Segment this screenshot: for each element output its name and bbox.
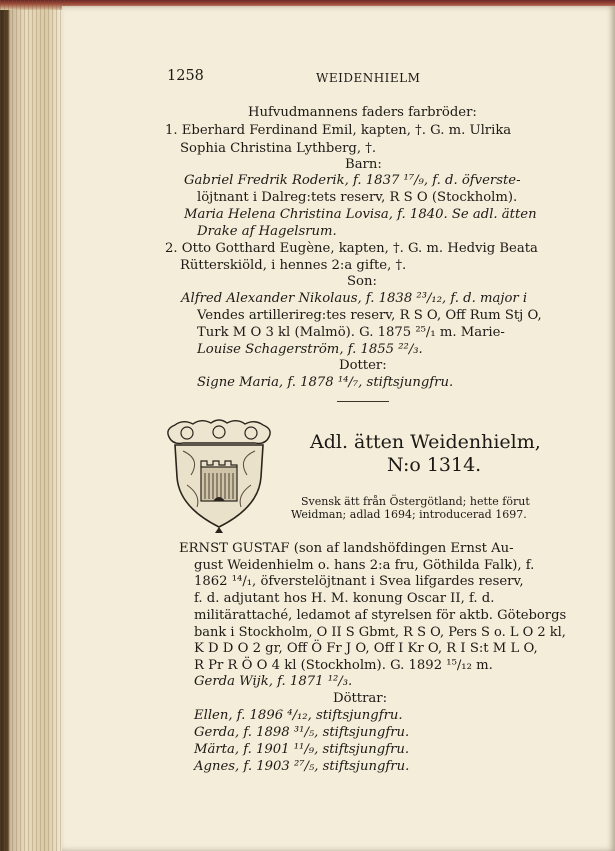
- subheading: Son:: [347, 274, 377, 289]
- family-title: Adl. ätten Weidenhielm,: [310, 431, 541, 453]
- subheading: Barn:: [345, 157, 382, 172]
- page-edges: [0, 0, 70, 851]
- entry-line: 2. Otto Gotthard Eugène, kapten, †. G. m. Hedvig Beata: [165, 241, 538, 256]
- entry-line: militärattaché, ledamot af styrelsen för aktb. Göteborgs: [194, 608, 567, 623]
- entry-line: Signe Maria, f. 1878 ¹⁴/₇, stiftsjungfru.: [197, 375, 454, 390]
- entry-line: f. d. adjutant hos H. M. konung Oscar II, f. d.: [194, 591, 495, 606]
- entry-line: Alfred Alexander Nikolaus, f. 1838 ²³/₁₂, f. d. major i: [181, 291, 528, 306]
- family-origin: Svensk ätt från Östergötland; hette förut: [301, 495, 530, 508]
- daughter-line: Agnes, f. 1903 ²⁷/₅, stiftsjungfru.: [194, 759, 410, 774]
- section-heading: Hufvudmannens faders farbröder:: [248, 105, 477, 120]
- entry-line: löjtnant i Dalreg:tets reserv, R S O (Stockholm).: [197, 190, 518, 205]
- entry-line: 1862 ¹⁴/₁, öfverstelöjtnant i Svea lifgardes reserv,: [194, 574, 524, 589]
- entry-line: Drake af Hagelsrum.: [197, 224, 337, 239]
- daughter-line: Märta, f. 1901 ¹¹/₉, stiftsjungfru.: [194, 742, 410, 757]
- entry-line: Gabriel Fredrik Roderik, f. 1837 ¹⁷/₉, f. d. öfverste-: [184, 173, 521, 188]
- entry-line: Maria Helena Christina Lovisa, f. 1840. Se adl. ätten: [184, 207, 537, 222]
- entry-line: 1. Eberhard Ferdinand Emil, kapten, †. G. m. Ulrika: [165, 123, 512, 138]
- entry-line: Turk M O 3 kl (Malmö). G. 1875 ²⁵/₁ m. Marie-: [197, 325, 505, 340]
- entry-line: Gerda Wijk, f. 1871 ¹²/₃.: [194, 674, 353, 689]
- entry-line: K D D O 2 gr, Off Ö Fr J O, Off I Kr O, R I S:t M L O,: [194, 641, 538, 656]
- entry-line: gust Weidenhielm o. hans 2:a fru, Göthilda Falk), f.: [194, 558, 535, 573]
- entry-line: Rütterskiöld, i hennes 2:a gifte, †.: [180, 258, 407, 273]
- daughter-line: Ellen, f. 1896 ⁴/₁₂, stiftsjungfru.: [194, 708, 403, 723]
- subheading: Döttrar:: [333, 691, 388, 706]
- coat-of-arms-icon: [161, 415, 277, 533]
- entry-line: Vendes artillerireg:tes reserv, R S O, Off Rum Stj O,: [197, 308, 542, 323]
- entry-line: R Pr R Ö O 4 kl (Stockholm). G. 1892 ¹⁵/₁₂ m.: [194, 658, 493, 673]
- running-title: WEIDENHIELM: [316, 71, 421, 85]
- page-number: 1258: [167, 68, 204, 84]
- family-origin: Weidman; adlad 1694; introducerad 1697.: [291, 508, 527, 521]
- entry-line: Sophia Christina Lythberg, †.: [180, 141, 377, 156]
- family-number: N:o 1314.: [387, 454, 482, 476]
- entry-line: Louise Schagerström, f. 1855 ²²/₃.: [197, 342, 423, 357]
- subheading: Dotter:: [339, 358, 387, 373]
- entry-line: ERNST GUSTAF (son af landshöfdingen Ernst Au-: [179, 541, 514, 556]
- daughter-line: Gerda, f. 1898 ³¹/₅, stiftsjungfru.: [194, 725, 410, 740]
- entry-line: bank i Stockholm, O II S Gbmt, R S O, Pers S o. L O 2 kl,: [194, 625, 566, 640]
- section-divider: [337, 401, 389, 402]
